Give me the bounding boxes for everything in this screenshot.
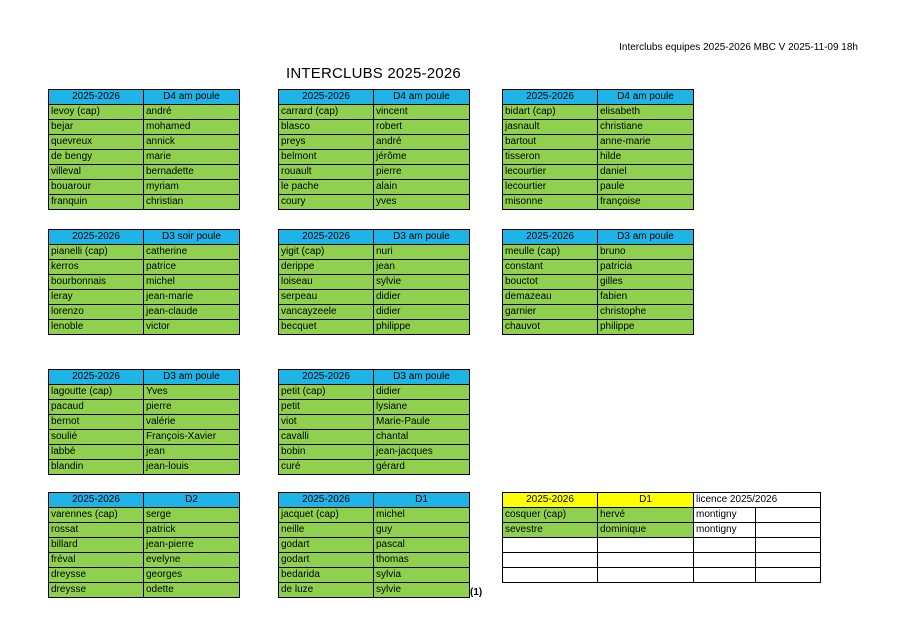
division-header: D3 am poule	[374, 230, 470, 245]
player-surname: le pache	[279, 180, 374, 195]
player-row	[279, 430, 470, 445]
season-header: 2025-2026	[279, 370, 374, 385]
player-surname: villeval	[49, 165, 144, 180]
player-row	[49, 445, 240, 460]
player-row	[503, 135, 694, 150]
division-header: D3 am poule	[374, 370, 470, 385]
division-header: D2	[144, 493, 240, 508]
division-header: D3 am poule	[598, 230, 694, 245]
player-surname: constant	[503, 260, 598, 275]
team-table	[48, 492, 240, 598]
player-surname: bourbonnais	[49, 275, 144, 290]
division-header: D4 am poule	[598, 90, 694, 105]
season-header: 2025-2026	[49, 493, 144, 508]
player-surname: labbé	[49, 445, 144, 460]
player-row	[503, 245, 694, 260]
division-header: D1	[374, 493, 470, 508]
player-surname: preys	[279, 135, 374, 150]
player-firstname: paule	[598, 180, 694, 195]
player-surname: godart	[279, 538, 374, 553]
licence-header: licence 2025/2026	[694, 493, 821, 508]
player-firstname: pascal	[374, 538, 470, 553]
player-row	[49, 538, 240, 553]
player-row	[49, 400, 240, 415]
player-surname: bouarour	[49, 180, 144, 195]
club-name	[694, 553, 756, 568]
player-surname: derippe	[279, 260, 374, 275]
player-row	[279, 460, 470, 475]
player-firstname: fabien	[598, 290, 694, 305]
player-surname: lecourtier	[503, 180, 598, 195]
player-row	[279, 415, 470, 430]
player-row	[279, 445, 470, 460]
player-surname: billard	[49, 538, 144, 553]
player-firstname: patrice	[144, 260, 240, 275]
player-firstname: jean-jacques	[374, 445, 470, 460]
player-surname: bernot	[49, 415, 144, 430]
player-firstname: pierre	[374, 165, 470, 180]
player-surname: bobin	[279, 445, 374, 460]
player-firstname: andré	[144, 105, 240, 120]
player-row	[279, 508, 470, 523]
player-surname: godart	[279, 553, 374, 568]
player-surname: jacquet (cap)	[279, 508, 374, 523]
player-row	[49, 415, 240, 430]
player-surname: blandin	[49, 460, 144, 475]
player-row	[279, 260, 470, 275]
player-firstname: victor	[144, 320, 240, 335]
player-surname: levoy (cap)	[49, 105, 144, 120]
player-firstname: jean	[144, 445, 240, 460]
licence-row	[503, 568, 821, 583]
player-firstname: serge	[144, 508, 240, 523]
player-firstname: françoise	[598, 195, 694, 210]
player-surname: garnier	[503, 305, 598, 320]
player-firstname: didier	[374, 385, 470, 400]
team-table	[278, 492, 470, 598]
extra-cell	[756, 553, 821, 568]
player-firstname: jean-claude	[144, 305, 240, 320]
player-surname: bouctot	[503, 275, 598, 290]
player-row	[503, 320, 694, 335]
player-row	[503, 165, 694, 180]
division-header: D3 soir poule	[144, 230, 240, 245]
player-firstname: robert	[374, 120, 470, 135]
player-surname: bedarida	[279, 568, 374, 583]
season-header: 2025-2026	[503, 90, 598, 105]
player-row	[49, 180, 240, 195]
player-row	[279, 165, 470, 180]
extra-cell	[756, 568, 821, 583]
player-row	[49, 275, 240, 290]
player-surname: leray	[49, 290, 144, 305]
player-firstname: michel	[144, 275, 240, 290]
player-firstname: bernadette	[144, 165, 240, 180]
extra-cell	[756, 508, 821, 523]
player-row	[49, 105, 240, 120]
player-firstname: valérie	[144, 415, 240, 430]
team-header-row	[49, 90, 240, 105]
season-header: 2025-2026	[279, 493, 374, 508]
player-surname: lagoutte (cap)	[49, 385, 144, 400]
player-row	[279, 150, 470, 165]
player-surname: sevestre	[503, 523, 598, 538]
player-firstname: dominique	[598, 523, 694, 538]
team-header-row	[49, 493, 240, 508]
player-surname: blasco	[279, 120, 374, 135]
player-firstname: mohamed	[144, 120, 240, 135]
player-row	[279, 105, 470, 120]
player-surname: loiseau	[279, 275, 374, 290]
team-header-row	[279, 493, 470, 508]
player-row	[49, 245, 240, 260]
player-row	[279, 195, 470, 210]
season-header: 2025-2026	[49, 90, 144, 105]
player-firstname: yves	[374, 195, 470, 210]
player-firstname: Marie-Paule	[374, 415, 470, 430]
player-firstname: christiane	[598, 120, 694, 135]
player-row	[503, 260, 694, 275]
player-firstname: anne-marie	[598, 135, 694, 150]
player-firstname: hilde	[598, 150, 694, 165]
player-surname	[503, 538, 598, 553]
team-table	[48, 229, 240, 335]
player-firstname: didier	[374, 305, 470, 320]
player-row	[503, 305, 694, 320]
player-firstname: didier	[374, 290, 470, 305]
document-header-note: Interclubs equipes 2025-2026 MBC V 2025-11-09 18h	[619, 42, 858, 53]
team-header-row	[279, 370, 470, 385]
player-row	[279, 120, 470, 135]
player-firstname: vincent	[374, 105, 470, 120]
player-row	[49, 150, 240, 165]
player-firstname: alain	[374, 180, 470, 195]
player-firstname: odette	[144, 583, 240, 598]
player-row	[49, 290, 240, 305]
player-surname: bejar	[49, 120, 144, 135]
player-firstname: hervé	[598, 508, 694, 523]
player-surname: chauvot	[503, 320, 598, 335]
player-row	[279, 553, 470, 568]
player-firstname: philippe	[598, 320, 694, 335]
licence-table-header	[503, 493, 821, 508]
player-firstname: bruno	[598, 245, 694, 260]
player-surname: belmont	[279, 150, 374, 165]
player-surname: vancayzeele	[279, 305, 374, 320]
team-table	[48, 369, 240, 475]
player-firstname: jean-marie	[144, 290, 240, 305]
licence-row	[503, 553, 821, 568]
player-row	[49, 305, 240, 320]
player-row	[279, 305, 470, 320]
player-firstname: philippe	[374, 320, 470, 335]
player-row	[49, 460, 240, 475]
player-firstname	[598, 553, 694, 568]
licence-row	[503, 523, 821, 538]
player-row	[279, 290, 470, 305]
player-row	[279, 400, 470, 415]
player-surname: soulié	[49, 430, 144, 445]
division-header: D4 am poule	[144, 90, 240, 105]
player-firstname: jean-pierre	[144, 538, 240, 553]
player-row	[49, 508, 240, 523]
licence-row	[503, 508, 821, 523]
player-surname: bartout	[503, 135, 598, 150]
season-header: 2025-2026	[49, 370, 144, 385]
player-firstname: michel	[374, 508, 470, 523]
player-row	[49, 165, 240, 180]
player-surname: bidart (cap)	[503, 105, 598, 120]
player-row	[49, 553, 240, 568]
player-surname	[503, 553, 598, 568]
player-firstname: evelyne	[144, 553, 240, 568]
player-surname: curé	[279, 460, 374, 475]
player-surname: rouault	[279, 165, 374, 180]
team-header-row	[279, 230, 470, 245]
player-row	[503, 290, 694, 305]
player-surname: viot	[279, 415, 374, 430]
team-header-row	[503, 230, 694, 245]
player-firstname: jean	[374, 260, 470, 275]
season-header: 2025-2026	[503, 230, 598, 245]
club-name	[694, 538, 756, 553]
player-row	[49, 260, 240, 275]
club-name: montigny	[694, 508, 756, 523]
player-firstname: georges	[144, 568, 240, 583]
extra-cell	[756, 538, 821, 553]
player-firstname	[598, 538, 694, 553]
player-firstname: christian	[144, 195, 240, 210]
player-surname: rossat	[49, 523, 144, 538]
team-header-row	[49, 370, 240, 385]
player-surname: kerros	[49, 260, 144, 275]
player-row	[279, 538, 470, 553]
player-surname: dreysse	[49, 568, 144, 583]
team-table	[502, 229, 694, 335]
season-header: 2025-2026	[503, 493, 598, 508]
player-row	[279, 385, 470, 400]
player-firstname: Yves	[144, 385, 240, 400]
player-firstname: gilles	[598, 275, 694, 290]
player-surname: petit	[279, 400, 374, 415]
player-surname: neille	[279, 523, 374, 538]
player-surname: coury	[279, 195, 374, 210]
player-row	[279, 245, 470, 260]
division-header: D1	[598, 493, 694, 508]
player-surname: fréval	[49, 553, 144, 568]
player-row	[49, 195, 240, 210]
team-header-row	[503, 90, 694, 105]
season-header: 2025-2026	[49, 230, 144, 245]
player-row	[279, 180, 470, 195]
player-firstname: catherine	[144, 245, 240, 260]
player-row	[503, 275, 694, 290]
player-row	[503, 120, 694, 135]
club-name	[694, 568, 756, 583]
player-firstname: myriam	[144, 180, 240, 195]
player-firstname: sylvie	[374, 583, 470, 598]
player-firstname: sylvia	[374, 568, 470, 583]
player-firstname: thomas	[374, 553, 470, 568]
player-firstname: marie	[144, 150, 240, 165]
division-header: D3 am poule	[144, 370, 240, 385]
player-row	[503, 150, 694, 165]
player-surname: carrard (cap)	[279, 105, 374, 120]
player-surname: pianelli (cap)	[49, 245, 144, 260]
player-surname: cosquer (cap)	[503, 508, 598, 523]
extra-cell	[756, 523, 821, 538]
player-firstname: elisabeth	[598, 105, 694, 120]
team-table	[278, 369, 470, 475]
team-table	[502, 89, 694, 210]
player-row	[49, 120, 240, 135]
player-row	[503, 180, 694, 195]
player-surname: serpeau	[279, 290, 374, 305]
player-firstname: sylvie	[374, 275, 470, 290]
page-title: INTERCLUBS 2025-2026	[286, 65, 461, 82]
player-row	[49, 523, 240, 538]
player-surname: quevreux	[49, 135, 144, 150]
team-header-row	[279, 90, 470, 105]
season-header: 2025-2026	[279, 230, 374, 245]
player-firstname: guy	[374, 523, 470, 538]
player-firstname: chantal	[374, 430, 470, 445]
player-row	[279, 320, 470, 335]
player-surname	[503, 568, 598, 583]
player-firstname: lysiane	[374, 400, 470, 415]
player-row	[49, 135, 240, 150]
footnote-mark: (1)	[470, 587, 483, 598]
team-table	[278, 89, 470, 210]
player-row	[279, 135, 470, 150]
player-surname: cavalli	[279, 430, 374, 445]
player-firstname: gérard	[374, 460, 470, 475]
player-row	[49, 385, 240, 400]
player-surname: dreysse	[49, 583, 144, 598]
season-header: 2025-2026	[279, 90, 374, 105]
player-firstname: christophe	[598, 305, 694, 320]
player-surname: de bengy	[49, 150, 144, 165]
player-row	[49, 568, 240, 583]
player-surname: varennes (cap)	[49, 508, 144, 523]
club-name: montigny	[694, 523, 756, 538]
player-surname: de luze	[279, 583, 374, 598]
player-row	[279, 583, 470, 598]
licence-table	[502, 492, 821, 583]
player-surname: demazeau	[503, 290, 598, 305]
licence-row	[503, 538, 821, 553]
player-firstname: jean-louis	[144, 460, 240, 475]
player-surname: franquin	[49, 195, 144, 210]
team-table	[48, 89, 240, 210]
player-firstname: pierre	[144, 400, 240, 415]
team-header-row	[49, 230, 240, 245]
player-firstname: nuri	[374, 245, 470, 260]
player-surname: lorenzo	[49, 305, 144, 320]
team-table	[278, 229, 470, 335]
player-row	[279, 568, 470, 583]
player-firstname: François-Xavier	[144, 430, 240, 445]
player-surname: yigit (cap)	[279, 245, 374, 260]
player-surname: becquet	[279, 320, 374, 335]
player-row	[49, 430, 240, 445]
player-surname: jasnault	[503, 120, 598, 135]
player-surname: misonne	[503, 195, 598, 210]
player-firstname: patricia	[598, 260, 694, 275]
player-row	[49, 320, 240, 335]
player-surname: petit (cap)	[279, 385, 374, 400]
player-surname: meulle (cap)	[503, 245, 598, 260]
player-firstname: jérôme	[374, 150, 470, 165]
player-firstname	[598, 568, 694, 583]
player-firstname: annick	[144, 135, 240, 150]
player-row	[279, 275, 470, 290]
player-surname: tisseron	[503, 150, 598, 165]
player-firstname: daniel	[598, 165, 694, 180]
player-row	[503, 105, 694, 120]
player-surname: lenoble	[49, 320, 144, 335]
player-surname: lecourtier	[503, 165, 598, 180]
player-row	[503, 195, 694, 210]
player-row	[279, 523, 470, 538]
player-firstname: patrick	[144, 523, 240, 538]
player-firstname: andré	[374, 135, 470, 150]
division-header: D4 am poule	[374, 90, 470, 105]
player-surname: pacaud	[49, 400, 144, 415]
player-row	[49, 583, 240, 598]
